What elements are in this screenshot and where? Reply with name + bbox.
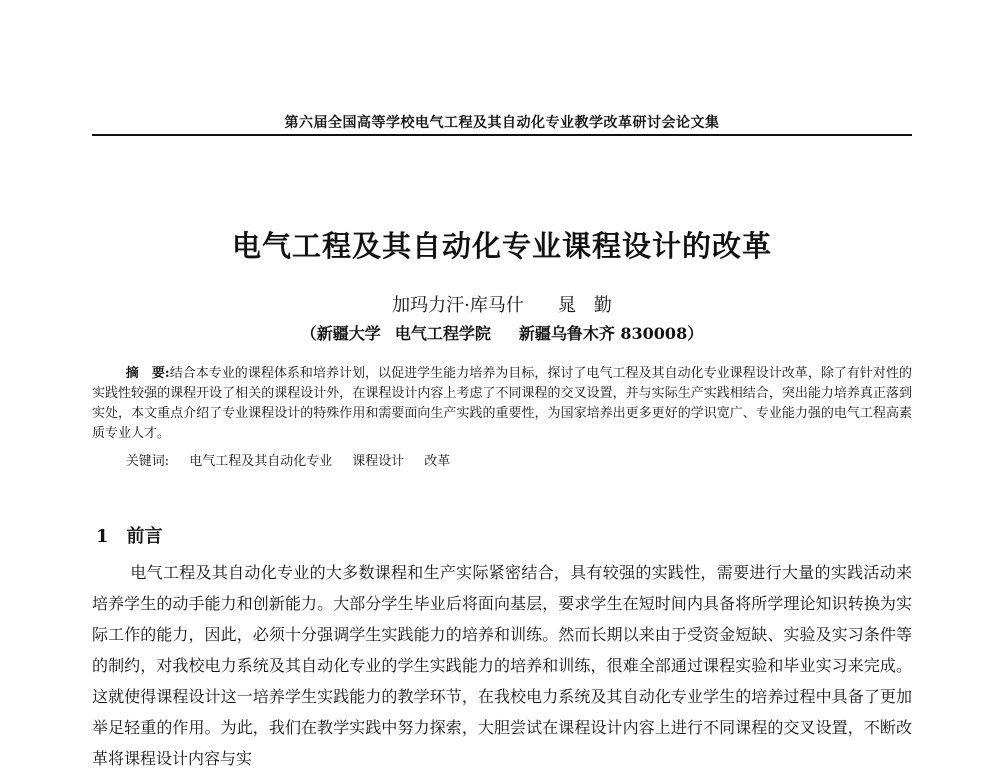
affiliation-close-paren: ） — [687, 324, 704, 343]
body-paragraph: 电气工程及其自动化专业的大多数课程和生产实际紧密结合，具有较强的实践性，需要进行大量的实践活动来培养学生的动手能力和创新能力。大部分学生毕业后将面向基层，要求学生在短时间内具备将所学理论知识转换为实际工作的能力，因此，必须十分强调学生实践能力的培养和训练。然而长期以来由于受资金短缺、实验及实习条件等的制约，对我校电力系统及其自动化专业的学生实践能力的培养和训练，很难全部通过课程实验和毕业实习来完成。这就使得课程设计这一培养学生实践能力的教学环节，在我校电力系统及其自动化专业学生的培养过程中具备了更加举足轻重的作用。为此，我们在教学实践中努力探索，大胆尝试在课程设计内容上进行不同课程的交叉设置，不断改革将课程设计内容与实 — [92, 563, 912, 768]
author-2: 晁 勤 — [557, 295, 612, 316]
paper-title: 电气工程及其自动化专业课程设计的改革 — [231, 229, 772, 263]
section-heading — [96, 522, 163, 548]
running-header: 第六届全国高等学校电气工程及其自动化专业教学改革研讨会论文集 — [284, 115, 720, 131]
keywords — [92, 452, 912, 472]
section-number: 1 — [96, 526, 109, 547]
abstract-label: 摘 要: — [125, 366, 170, 381]
keyword-item: 改革 — [424, 454, 451, 469]
affiliation — [92, 321, 912, 344]
affiliation-city-zip: 新疆乌鲁木齐 830008 — [518, 324, 688, 343]
abstract — [92, 364, 912, 444]
affiliation-open-paren: （ — [300, 324, 317, 343]
affiliation-school: 电气工程学院 — [394, 324, 491, 343]
header-rule — [92, 134, 912, 136]
authors — [92, 291, 912, 317]
affiliation-university: 新疆大学 — [316, 324, 381, 343]
section-title: 前言 — [126, 526, 163, 547]
keywords-label: 关键词: — [125, 454, 170, 469]
keyword-item: 课程设计 — [352, 454, 405, 469]
author-1: 加玛力汗·库马什 — [392, 295, 524, 316]
keyword-item: 电气工程及其自动化专业 — [189, 454, 333, 469]
abstract-text: 结合本专业的课程体系和培养计划，以促进学生能力培养为目标，探讨了电气工程及其自动化专业课程设计改革，除了有针对性的实践性较强的课程开设了相关的课程设计外，在课程设计内容上考虑了不同课程的交叉设置，并与实际生产实践相结合，突出能力培养真正落到实处，本文重点介绍了专业课程设计的特殊作用和需要面向生产实践的重要性，为国家培养出更多更好的学识宽广、专业能力强的电气工程高素质专业人才。 — [92, 366, 912, 441]
